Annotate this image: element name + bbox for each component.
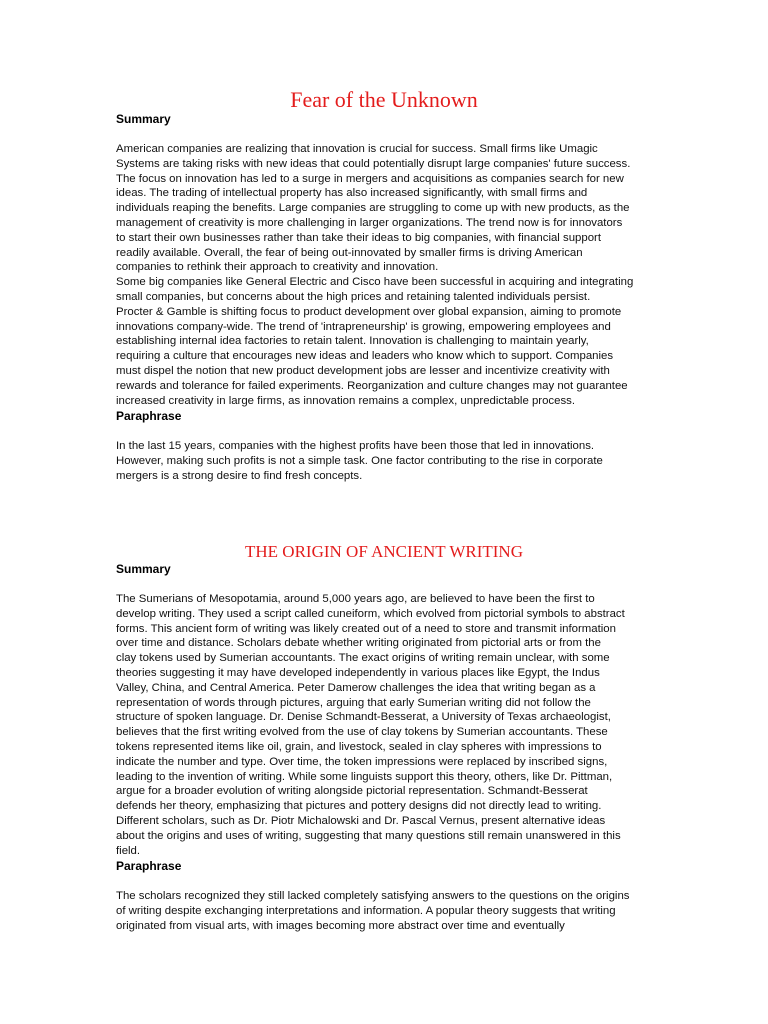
text-line: Different scholars, such as Dr. Piotr Michalowski and Dr. Pascal Vernus, present alternative ideas (116, 814, 606, 827)
text-line: representation of words through pictures, arguing that early Sumerian writing did not follow the (116, 696, 591, 709)
text-line: Systems are taking risks with new ideas that could potentially disrupt large companies' future success. (116, 157, 631, 170)
text-line: mergers is a strong desire to find fresh concepts. (116, 469, 363, 482)
text-line: However, making such profits is not a simple task. One factor contributing to the rise in corporate (116, 454, 603, 467)
paraphrase-heading: Paraphrase (116, 859, 182, 873)
text-line: establishing internal idea factories to retain talent. Innovation is challenging to maintain yearly, (116, 335, 589, 348)
text-line: believes that the first writing evolved from the use of clay tokens by Sumerian accountants. These (116, 726, 608, 739)
text-line: field. (116, 844, 141, 857)
paraphrase-paragraph (116, 439, 656, 483)
text-line: management of creativity is more challenging in larger organizations. The trend now is for innovators (116, 216, 623, 229)
text-line: small companies, but concerns about the high prices and retaining talented individuals persist. (116, 290, 591, 303)
text-line: Procter & Gamble is shifting focus to product development over global expansion, aiming to promote (116, 305, 622, 318)
text-line: originated from visual arts, with images becoming more abstract over time and eventually (116, 919, 565, 932)
text-line: Valley, China, and Central America. Peter Damerow challenges the idea that writing began as a (116, 681, 596, 694)
text-line: ideas. The trading of intellectual property has also increased significantly, with small firms and (116, 187, 588, 200)
text-line: requiring a culture that encourages new ideas and leaders who know which to support. Companies (116, 350, 614, 363)
text-line: companies to rethink their approach to creativity and innovation. (116, 261, 439, 274)
text-line: defends her theory, emphasizing that pictures and pottery designs did not directly lead to writing. (116, 800, 602, 813)
text-line: In the last 15 years, companies with the highest profits have been those that led in innovations. (116, 440, 595, 452)
section-title: Fear of the Unknown (290, 87, 478, 112)
text-line: The scholars recognized they still lacked completely satisfying answers to the questions on the origins (116, 890, 630, 902)
paraphrase-paragraph (116, 889, 656, 933)
text-line: The focus on innovation has led to a surge in mergers and acquisitions as companies search for new (116, 172, 624, 185)
summary-paragraph (116, 142, 656, 408)
text-line: rewards and tolerance for failed experiments. Reorganization and culture changes may not guarantee (116, 379, 628, 392)
text-line: over time and distance. Scholars debate whether writing originated from pictorial arts or from the (116, 637, 601, 650)
section-title: THE ORIGIN OF ANCIENT WRITING (245, 542, 523, 561)
text-line: must dispel the notion that new product development jobs are lesser and incentivize creativity with (116, 364, 610, 377)
text-line: The Sumerians of Mesopotamia, around 5,000 years ago, are believed to have been the first to (116, 593, 595, 605)
summary-heading: Summary (116, 112, 171, 126)
text-line: innovations company-wide. The trend of 'intrapreneurship' is growing, empowering employees and (116, 320, 611, 333)
text-line: leading to the invention of writing. While some linguists support this theory, others, like Dr. Pittman, (116, 770, 613, 783)
text-line: readily available. Overall, the fear of being out-innovated by smaller firms is driving American (116, 246, 583, 259)
text-line: indicate the number and type. Over time, the token impressions were replaced by inscribed signs, (116, 755, 608, 768)
summary-heading: Summary (116, 562, 171, 576)
text-line: clay tokens used by Sumerian accountants. The exact origins of writing remain unclear, with some (116, 652, 610, 665)
text-line: develop writing. They used a script called cuneiform, which evolved from pictorial symbols to abstract (116, 607, 625, 620)
text-line: tokens represented items like oil, grain, and livestock, sealed in clay spheres with impressions to (116, 740, 602, 753)
text-line: increased creativity in large firms, as innovation remains a complex, unpredictable process. (116, 394, 576, 407)
text-line: of writing despite exchanging interpretations and information. A popular theory suggests that writing (116, 904, 616, 917)
summary-paragraph (116, 592, 656, 858)
text-line: about the origins and uses of writing, suggesting that many questions still remain unanswered in this (116, 829, 621, 842)
text-line: argue for a broader evolution of writing alongside pictorial representation. Schmandt-Besserat (116, 785, 588, 798)
text-line: structure of spoken language. Dr. Denise Schmandt-Besserat, a University of Texas archaeologist, (116, 711, 611, 724)
text-line: individuals reaping the benefits. Large companies are struggling to come up with new products, as the (116, 202, 630, 215)
text-line: forms. This ancient form of writing was likely created out of a need to store and transmit information (116, 622, 616, 635)
text-line: theories suggesting it may have developed independently in various places like Egypt, the Indus (116, 666, 600, 679)
paraphrase-heading: Paraphrase (116, 409, 182, 423)
text-line: Some big companies like General Electric and Cisco have been successful in acquiring and integrating (116, 276, 634, 289)
text-line: American companies are realizing that innovation is crucial for success. Small firms like Umagic (116, 143, 598, 155)
text-line: to start their own businesses rather than take their ideas to big companies, with financial support (116, 231, 601, 244)
